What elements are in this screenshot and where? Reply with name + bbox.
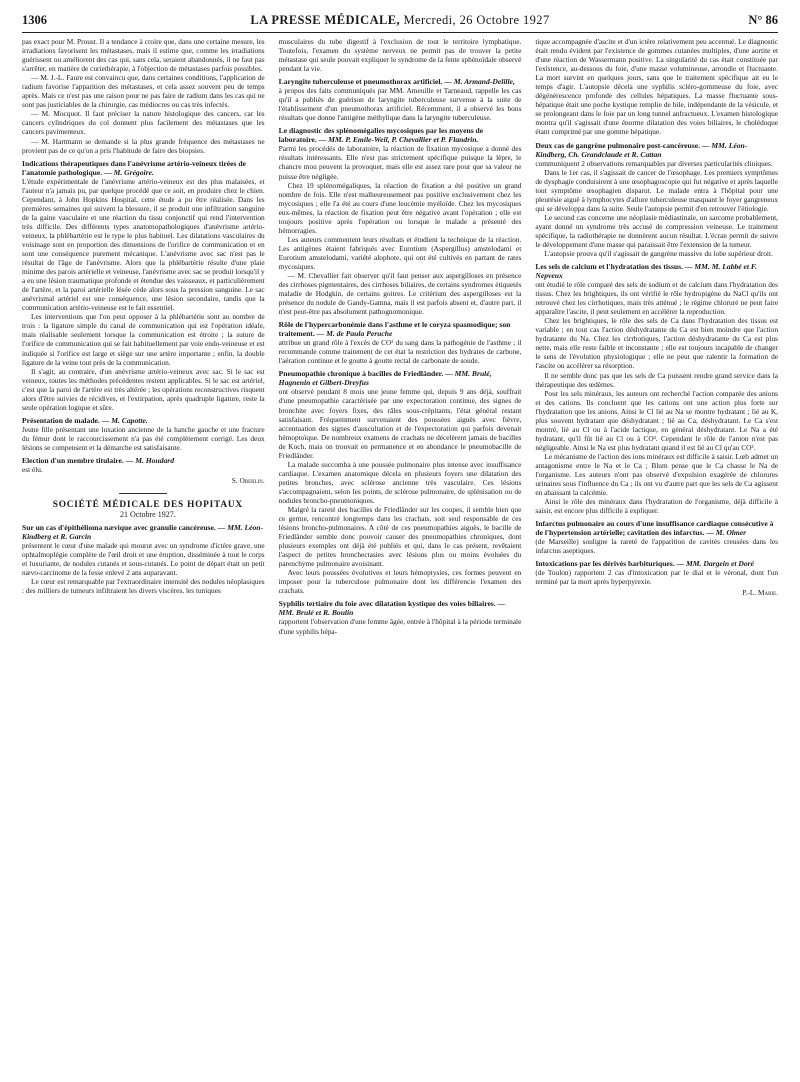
- heading-text: Le diagnostic des splénomégalies mycosiques par les moyens de laboratoire. —: [278, 126, 484, 145]
- section-heading: [22, 456, 265, 465]
- paragraph: Les auteurs commentent leurs résultats et étudient la technique de la réaction. Les antigènes étaient fabriqués avec Eurotium (Aspergillus) amstelodami et Eurotium amstelodami, variété alophote, qui ont été cultivés en partant de rates mycosiques.: [278, 234, 522, 271]
- society-date: 21 Octobre 1927.: [119, 510, 176, 520]
- paragraph: ont étudié le rôle comparé des sels de sodium et de calcium dans l'hydratation des tissus. Chez les brightiques, ils ont vérifié le rôle hydropigène du NaCl qu'ils ont retrouvé chez les cirrhotiques, mais très atténué ; le régime chloruré ne peut faire apparaître l'ascite, il peut seulement en accélérer la reproduction.: [535, 280, 779, 317]
- paragraph: à propos des faits communiqués par MM. Ameuille et Tarneaud, rappelle les cas qu'il a publiés de guérison de laryngite tuberculeuse survenue à la suite de l'établissement d'un pneumothorax artificiel. Récemment, il a observé les bons résultats que donne l'antigène méthylique dans la laryngite tuberculeuse.: [278, 86, 522, 123]
- section-heading: [279, 599, 522, 617]
- heading-author: M. de Paula Peruche: [326, 329, 393, 339]
- section-heading: [535, 559, 778, 568]
- column-2: [279, 37, 522, 636]
- heading-author: M. Olmer: [715, 528, 747, 538]
- section-heading: [22, 416, 265, 425]
- paragraph: Le mécanisme de l'action des ions minéraux est difficile à saisir. Lœb admet un antagonisme entre le Na et le Ca ; Blum pense que le Ca chasse le Na de l'organisme. Les auteurs n'ont pas observé d'expulsion exagérée de chlorures urinaires sous l'influence du Ca ; ils ont vu d'autre part que les sels de Ca agissent en abaissant la calcémie.: [535, 451, 779, 498]
- heading-text: Indications thérapeutiques dans l'anévrisme artério-veineux tirées de l'anatomie pathologique. —: [22, 158, 247, 177]
- section-heading: [279, 77, 522, 86]
- section-heading: [279, 126, 522, 144]
- paragraph: L'étude expérimentale de l'anévrisme artério-veineux est des plus malaisées, et l'auteur n'a jamais pu, par quelque procédé que ce soit, en produire chez le chien. Cependant, à John Hopkins Hospital, cette étude a pu être réalisée. Dans les premières semaines qui suivent la blessure, il se produit une infiltration sanguine de la gaine vasculaire et une réaction du tissu conjonctif qui rend l'intervention très difficile. Des différents types anatomopathologiques d'anévrisme artério-veineux, la phlébartérie est le type le plus habituel. Les dilatations vasculaires du voisinage sont en proportion des dimensions de l'orifice de communication et en sont une conséquence purement mécanique. L'anévrisme avec sac n'est pas le résultat de l'âge de l'anévrisme. Alors que la phlébartérie résulte d'une plaie minime des parois artérielle et veineuse, l'anévrisme avec sac se produit lorsqu'il y a eu une lésion traumatique profonde et étendue des vaisseaux, et particulièrement de l'artère, et la paroi artérielle lésée cède alors sous la pression sanguine. Le sac anévrismal artériel est une conséquence, une lésion secondaire, tandis que la communication artério-veineuse est le fait essentiel.: [22, 176, 265, 313]
- section-heading: [535, 262, 778, 280]
- paragraph: Le second cas concerne une néoplasie médiastinale, un sarcome probablement, ayant donné un syndrome très accusé de compression veineuse. Le traitement spécifique, la radiothérapie ne donnèrent aucun résultat. L'écran permit de suivre le développement d'une masse qui paraissait être l'extension de la tumeur.: [535, 212, 779, 249]
- column-1: [22, 37, 265, 636]
- paragraph: communiquent 2 observations remarquables par diverses particularités cliniques.: [535, 158, 773, 168]
- section-heading: [279, 320, 522, 338]
- section-heading: [535, 141, 778, 159]
- paragraph: pas exact pour M. Proust. Il a tendance à croire que, dans une certaine mesure, les irradiations favorisent les métastases, mais il estime que, comme les irradiations guérissent ou améliorent des cas qui, sans cela, seraient abandonnés, il ne faut pas s'arrêter, en matière de curiethérapie, à l'objection de métastases parfois possibles.: [22, 37, 265, 74]
- heading-text: Intoxications par les dérivés barbituriques. —: [535, 559, 685, 569]
- heading-text: Rôle de l'hypercarbonémie dans l'asthme et le coryza spasmodique; son traitement. —: [278, 320, 511, 339]
- paragraph: Il ne semble donc pas que les sels de Ca puissent rendre grand service dans la thérapeutique des œdèmes.: [535, 370, 779, 389]
- heading-text: Deux cas de gangrène pulmonaire post-cancéreuse. —: [535, 140, 710, 150]
- paragraph: Il s'agit, au contraire, d'un anévrisme artério-veineux avec sac. Si le sac est veineux, toutes les méthodes précédentes restent applicables. Si le sac est artériel, c'est que la paroi de l'artère est très altérée ; les opérations reconstructives risquent alors d'être suivies de récidives, et l'extirpation, après quadruple ligature, reste la seule opération logique et sûre.: [22, 366, 265, 412]
- paragraph: Jeune fille présentant une luxation ancienne de la hanche gauche et une fracture du fémur dont le raccourcissement n'a pas été complètement corrigé. Les deux lésions se compensent et la démarche est satisfaisante.: [22, 424, 265, 452]
- heading-author: MM. Brulé et R. Boulin: [278, 608, 354, 618]
- journal-title-line: [22, 13, 778, 28]
- paragraph: La malade succomba à une poussée pulmonaire plus intense avec insuffisance cardiaque. L'examen anatomique décela en plusieurs foyers une dilatation des petites bronches, avec sclérose ancienne très vasculaire. Ces lésions s'accompagnaient, selon les points, de sclérose pulmonaire, de splénisation ou de nodules broncho-pneumoniques.: [278, 459, 522, 505]
- paragraph: — M. Hartmann se demande si la plus grande fréquence des métastases ne provient pas de ce qu'on a pris l'habitude de faire des biopsies.: [22, 136, 265, 155]
- paragraph: Ainsi le rôle des minéraux dans l'hydratation de l'organisme, déjà difficile à saisir, est encore plus difficile à expliquer.: [535, 497, 779, 516]
- heading-author: M. Houdard: [135, 455, 175, 465]
- paragraph: L'autopsie prouva qu'il s'agissait de gangrène massive du lobe supérieur droit.: [544, 248, 773, 258]
- paragraph: Chez les brightiques, le rôle des sels de Ca dans l'hydratation des tissus est variable ; en tout cas l'action déshydratante du Ca est bien moindre que l'action hydratante du Na. Chez les cirrhotiques, l'action déshydratante du Ca est plus nette, mais elle reste faible et inconstante ; elle est toujours incapable de changer le sens de l'évolution physiologique ; elle ne peut que ralentir la formation de l'ascite ou accélérer sa résorption.: [535, 316, 779, 371]
- paragraph: Pour les sels minéraux, les auteurs ont recherché l'action comparée des anions et des cations. Ils concluent que les cations ont une action plus forte sur l'hydratation que les anions. Ainsi le Cl lié au Na se montre hydratant ; lié au K, plus souvent hydratant que déshydratant ; lié au Ca, déshydratant. Le Ca s'est montré, lié au Cl ou à l'acide lactique, en général déshydratant. Le Na a été hydratant, qu'il fût lié au Cl ou à CO³. Cependant le rôle de l'anion n'est pas négligeable. Ainsi le Na est plus hydratant quand il est lié au Cl qu'au CO³.: [535, 388, 779, 452]
- paragraph: tique accompagnée d'ascite et d'un ictère relativement peu accentué. Le diagnostic était rendu évident par l'existence de gommes cutanées multiples, d'une aortite et d'une réaction de Wassermann positive. La singularité du cas était constituée par l'existence, au-dessous du foie, d'une masse volumineuse, arrondie et fluctuante. La mort survint en quelques jours, sans que le traitement spécifique ait eu le temps d'agir. L'autopsie décela une syphilis scléro-gommeuse du foie, avec dégénérescence profonde des cellules hépatiques. La masse fluctuante sous-hépatique était une poche kystique remplie de bile, indépendante de la vésicule, et se prolongeant dans le foie par un long tunnel anfractueux. L'examen histologique montra qu'il s'agissait d'une énorme dilatation des voies biliaires, le cholédoque étant comprimé par une gomme hépatique.: [535, 37, 779, 137]
- paragraph: — M. Chevallier fait observer qu'il faut penser aux aspergilloses en présence des cirrhoses pigmentaires, des cirrhoses biliaires, de certains syndromes étiquetés maladie de Hodgkin, de certains goitres. Le critérium des aspergilloses est la présence du nodule de Gandy-Gamna, mais il est parfois absent et, d'autre part, il n'est peut-être pas absolument pathognomonique.: [278, 271, 522, 317]
- paragraph: (de Marseille) souligne la rareté de l'apparition de cavités creusées dans les infarctus aseptiques.: [535, 537, 779, 556]
- heading-author: M. Armand-Delille,: [453, 77, 515, 87]
- paragraph: — M. Mocquot. Il faut préciser la nature histologique des cancers, car les cancers cylindriques du col donnent plus facilement des métastases que les cancers pavimenteux.: [22, 109, 265, 137]
- paragraph: attribue un grand rôle à l'excès de CO² du sang dans la pathogénie de l'asthme ; il recommande comme traitement de cet état la restriction des hydrates de carbone, l'aération continue et le goutte à goutte rectal de carbonate de soude.: [278, 338, 522, 366]
- paragraph: Dans le 1er cas, il s'agissait de cancer de l'œsophage. Les premiers symptômes de dysphagie conduisirent à une œsophagoscopie qui fut négative et après laquelle tout symptôme œsophagien disparut. Le malade entra à l'hôpital pour une pleurésie aiguë à lymphocytes d'allure tuberculeuse masquant le foyer gangreneux qui se développa dans la suite. Seule l'autopsie permit d'en retrouver l'étiologie.: [535, 167, 779, 213]
- paragraph: ont observé pendant 8 mois une jeune femme qui, depuis 9 ans déjà, souffrait d'une pneumopathie caractérisée par une expectoration continue, des signes de bronchite avec foyers fixes, des râles sous-crépitants, l'état général restant satisfaisant. Fréquemment survenaient des poussées aiguës avec fièvre, accentuation des signes d'auscultation et de l'expectoration qui parfois devenait hémoptoïque. De nombreux examens de crachats ne décelèrent jamais de bacilles de Koch, mais on trouvait en permanence et en abondance le pneumobacille de Friedländer.: [278, 387, 522, 460]
- heading-author: MM. Brulé, Hagnenin et Gilbert-Dreyfus: [278, 369, 492, 388]
- paragraph: Le cœur est remarquable par l'extraordinaire intensité des nodules néoplasiques : des milliers de tumeurs infiltraient les divers viscères, les tuniques: [22, 577, 265, 596]
- heading-author: M. Grégoire.: [113, 167, 154, 177]
- signature: S. Oberlin.: [231, 476, 265, 486]
- paragraph: rapportent l'observation d'une femme âgée, entrée à l'hôpital à la période terminale d'une syphilis hépa-: [278, 617, 522, 636]
- paragraph: (de Toulon) rapportent 2 cas d'intoxication par le dial et le véronal, dont l'un terminé par la mort après hyperpyrexie.: [535, 568, 779, 587]
- signature: P.-L. Marie.: [742, 588, 779, 598]
- column-3: [535, 37, 778, 636]
- paragraph: Chez 19 splénomégaliques, la réaction de fixation a été positive un grand nombre de fois. Elle n'est malheureusement pas positive exclusivement chez les mycosiques ; elle l'a été au cours d'une leucémie myéloïde. Chez les mycosiques eux-mêmes, la réaction de fixation peut être négative avant l'opération ; elle est toujours positive après l'opération ou lorsque le malade a présenté des hémorragies.: [278, 180, 522, 235]
- issue-number: N° 86: [748, 13, 778, 27]
- paragraph: Parmi les procédés de laboratoire, la réaction de fixation mycosique a donné des résultats intéressants. Elle n'est pas strictement spécifique puisque la lèpre, le chancre mou peuvent la provoquer, mais elle est assez rare pour que sa valeur ne puisse être négligée.: [278, 144, 522, 181]
- paragraph: musculaires du tube digestif à l'exclusion de tout le territoire lymphatique. Toutefois, l'examen du système nerveux ne permit pas de trouver la petite métastase qui seule pouvait expliquer le syndrome de la fente sphénoïdale observé pendant la vie.: [278, 37, 522, 74]
- paragraph: Malgré la rareté des bacilles de Friedländer sur les coupes, il semble bien que ce germe, rencontré longtemps dans les crachats, soit seul responsable de ces lésions broncho-pulmonaires. A côté de ces pneumopathies aiguës, le bacille de Friedländer semble donc pouvoir causer des pneumopathies chroniques, dont plusieurs exemples ont déjà été publiés et qui, dans le cas présent, revêtaient l'aspect de petites bronchectasies avec lésions plus ou moins évoluées du parenchyme pulmonaire avoisinant.: [278, 505, 522, 569]
- society-title: SOCIÉTÉ MÉDICALE DES HOPITAUX: [52, 500, 243, 511]
- heading-author: MM. Léon-Kindberg, Ch. Grandclaude et R. Cattan: [535, 140, 748, 159]
- heading-text: Laryngite tuberculeuse et pneumothorax artificiel. —: [278, 77, 452, 87]
- page-header: [22, 12, 778, 33]
- section-heading: [22, 159, 265, 177]
- paragraph: présentent le cœur d'une malade qui mourut avec un syndrome d'ictère grave, une ophtalmoplégie complète de l'œil droit et une éruption, disséminée à tout le corps et luxuriante, de nodules cutanés et sous-cutanés. Le point de départ était un petit nævo-carcinome de la fesse enlevé 2 ans auparavant.: [22, 541, 265, 578]
- issue-date: Mercredi, 26 Octobre 1927: [403, 13, 550, 27]
- heading-author: MM. M. Labbé et F. Nepveux: [535, 262, 757, 281]
- journal-name: LA PRESSE MÉDICALE,: [250, 13, 401, 27]
- heading-text: Présentation de malade. —: [22, 415, 110, 425]
- section-heading: [279, 369, 522, 387]
- article-columns: [22, 37, 778, 636]
- heading-author: MM. Léon-Kindberg et R. Garcin: [22, 523, 264, 542]
- paragraph: Avec leurs poussées évolutives et leurs hémoptysies, ces formes peuvent en imposer pour la tuberculose pulmonaire dont les différencie l'examen des crachats.: [278, 568, 522, 596]
- section-heading: [535, 519, 778, 537]
- heading-text: Election d'un membre titulaire. —: [22, 455, 134, 465]
- paragraph: Les interventions que l'on peut opposer à la phlébartérie sont au nombre de trois : la ligature simple du canal de communication qui est l'opération idéale, mais réalisable seulement lorsque la communication est étroite ; la suture de l'orifice de communication qui se fait habituellement par voie endo-veineuse et est indiquée si l'orifice est large et siège sur une artère importante ; enfin, la double ligature de la veine tout près de la communication.: [22, 312, 265, 367]
- page-number: 1306: [22, 13, 47, 27]
- heading-author: M. Capotte.: [111, 415, 148, 425]
- heading-text: Syphilis tertiaire du foie avec dilatation kystique des voies biliaires. —: [278, 599, 506, 609]
- heading-text: Sur un cas d'épithélioma nævique avec granulie cancéreuse. —: [22, 523, 226, 533]
- paragraph: est élu.: [22, 464, 43, 474]
- divider: [119, 493, 167, 494]
- paragraph: — M. J.-L. Faure est convaincu que, dans certaines conditions, l'application de radium favorise l'apparition des métastases, et cela assez souvent peu de temps après. Mais ce n'est pas une raison pour ne pas faire de radium dans les cas qui ne sont pas justiciables de la chirurgie, cas médiocres ou cas très infectés.: [22, 73, 265, 110]
- heading-author: MM. P. Emile-Weil, P. Chevallier et P. Flandrin.: [328, 135, 479, 145]
- section-heading: [22, 523, 265, 541]
- heading-text: Les sels de calcium et l'hydratation des tissus. —: [535, 262, 693, 272]
- heading-author: MM. Dargein et Doré: [686, 559, 754, 569]
- heading-text: Infarctus pulmonaire au cours d'une insuffisance cardiaque consécutive à de l'hypertension artérielle; cavitation des infarctus. —: [535, 519, 774, 538]
- heading-text: Pneumopathie chronique à bacilles de Friedländer. —: [278, 369, 453, 379]
